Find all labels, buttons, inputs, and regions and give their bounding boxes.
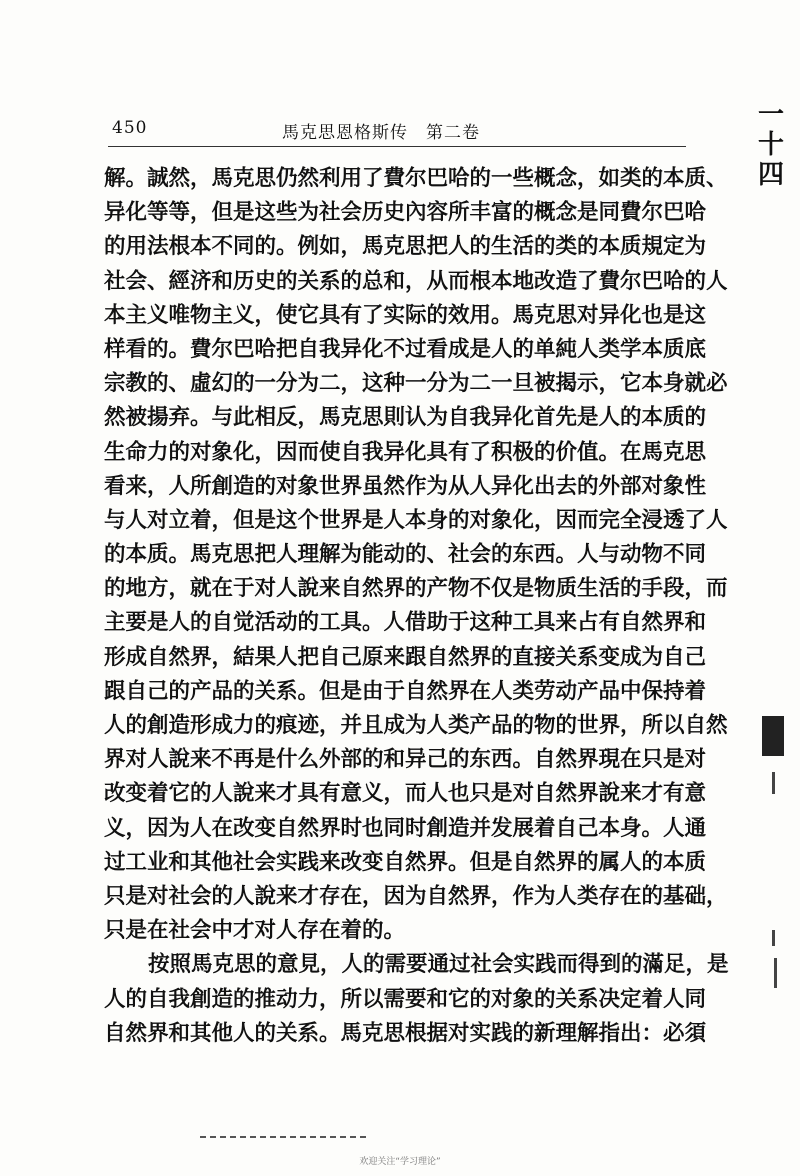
text-line: 生命力的对象化，因而使自我异化具有了积极的价值。在馬克思: [104, 439, 707, 465]
header-rule: [108, 146, 686, 147]
text-line: 自然界和其他人的关系。馬克思根据对实践的新理解指出：必須: [104, 1020, 707, 1046]
text-line: 人的創造形成力的痕迹，并且成为人类产品的物的世界，所以自然: [104, 713, 728, 738]
text-line: 解。誠然，馬克思仍然利用了費尔巴哈的一些概念，如类的本质、: [104, 166, 728, 191]
chapter-mark-char: 一: [757, 100, 784, 130]
text-line: 只是对社会的人說来才存在，因为自然界，作为人类存在的基础，: [104, 883, 728, 909]
text-line: 社会、經济和历史的关系的总和，从而根本地改造了費尔巴哈的人: [104, 268, 728, 294]
text-line: 宗教的、虛幻的一分为二，这种一分为二一旦被揭示，它本身就必: [104, 371, 728, 397]
text-line: 本主义唯物主义，使它具有了实际的效用。馬克思对异化也是这: [104, 302, 707, 328]
text-line: 看来，人所創造的对象世界虽然作为从人异化出去的外部对象性: [104, 473, 707, 499]
chapter-margin-mark: [756, 100, 786, 190]
text-line: 义，因为人在改变自然界时也同时創造并发展着自己本身。人通: [104, 815, 707, 841]
footer-note: 欢迎关注“学习理论”: [359, 1157, 441, 1167]
scan-smudge: [200, 1136, 370, 1138]
page-header: [112, 118, 684, 144]
text-line: 样看的。費尔巴哈把自我异化不过看成是人的单純人类学本质底: [104, 336, 707, 362]
text-line: 然被揚弃。与此相反，馬克思則认为自我异化首先是人的本质的: [104, 405, 707, 431]
text-line: 的用法根本不同的。例如，馬克思把人的生活的类的本质規定为: [104, 234, 707, 260]
edge-thumb-tab: [762, 716, 784, 756]
chapter-mark-char: 十: [757, 130, 784, 160]
page-number: 450: [112, 118, 148, 138]
edge-scan-mark: [772, 930, 775, 946]
text-line: 形成自然界，結果人把自己原来跟自然界的直接关系变成为自己: [104, 644, 707, 670]
text-line: 改变着它的人說来才具有意义，而人也只是对自然界說来才有意: [104, 781, 707, 807]
text-line: 界对人說来不再是什么外部的和异己的东西。自然界現在只是对: [104, 747, 707, 773]
text-line: 过工业和其他社会实践来改变自然界。但是自然界的属人的本质: [104, 849, 707, 875]
text-line: 人的自我創造的推动力，所以需要和它的对象的关系决定着人同: [104, 986, 707, 1012]
text-line: 的本质。馬克思把人理解为能动的、社会的东西。人与动物不同: [104, 542, 707, 568]
text-line: 与人对立着，但是这个世界是人本身的对象化，因而完全浸透了人: [104, 507, 728, 533]
text-line: 异化等等，但是这些为社会历史內容所丰富的概念是同費尔巴哈: [104, 200, 707, 226]
text-line: 跟自己的产品的关系。但是由于自然界在人类劳动产品中保持着: [104, 678, 707, 704]
text-line: 按照馬克思的意見，人的需要通过社会实践而得到的滿足，是: [148, 952, 729, 978]
edge-scan-mark: [772, 772, 775, 794]
body-text: [104, 162, 729, 1051]
chapter-mark-char: 四: [757, 160, 784, 190]
running-title: 馬克思恩格斯传 第二卷: [282, 123, 480, 143]
text-line: 只是在社会中才对人存在着的。: [104, 918, 406, 944]
edge-scan-mark: [774, 958, 777, 988]
text-line: 的地方，就在于对人說来自然界的产物不仅是物质生活的手段，而: [104, 576, 728, 602]
text-line: 主要是人的自觉活动的工具。人借助于这种工具来占有自然界和: [104, 610, 707, 636]
